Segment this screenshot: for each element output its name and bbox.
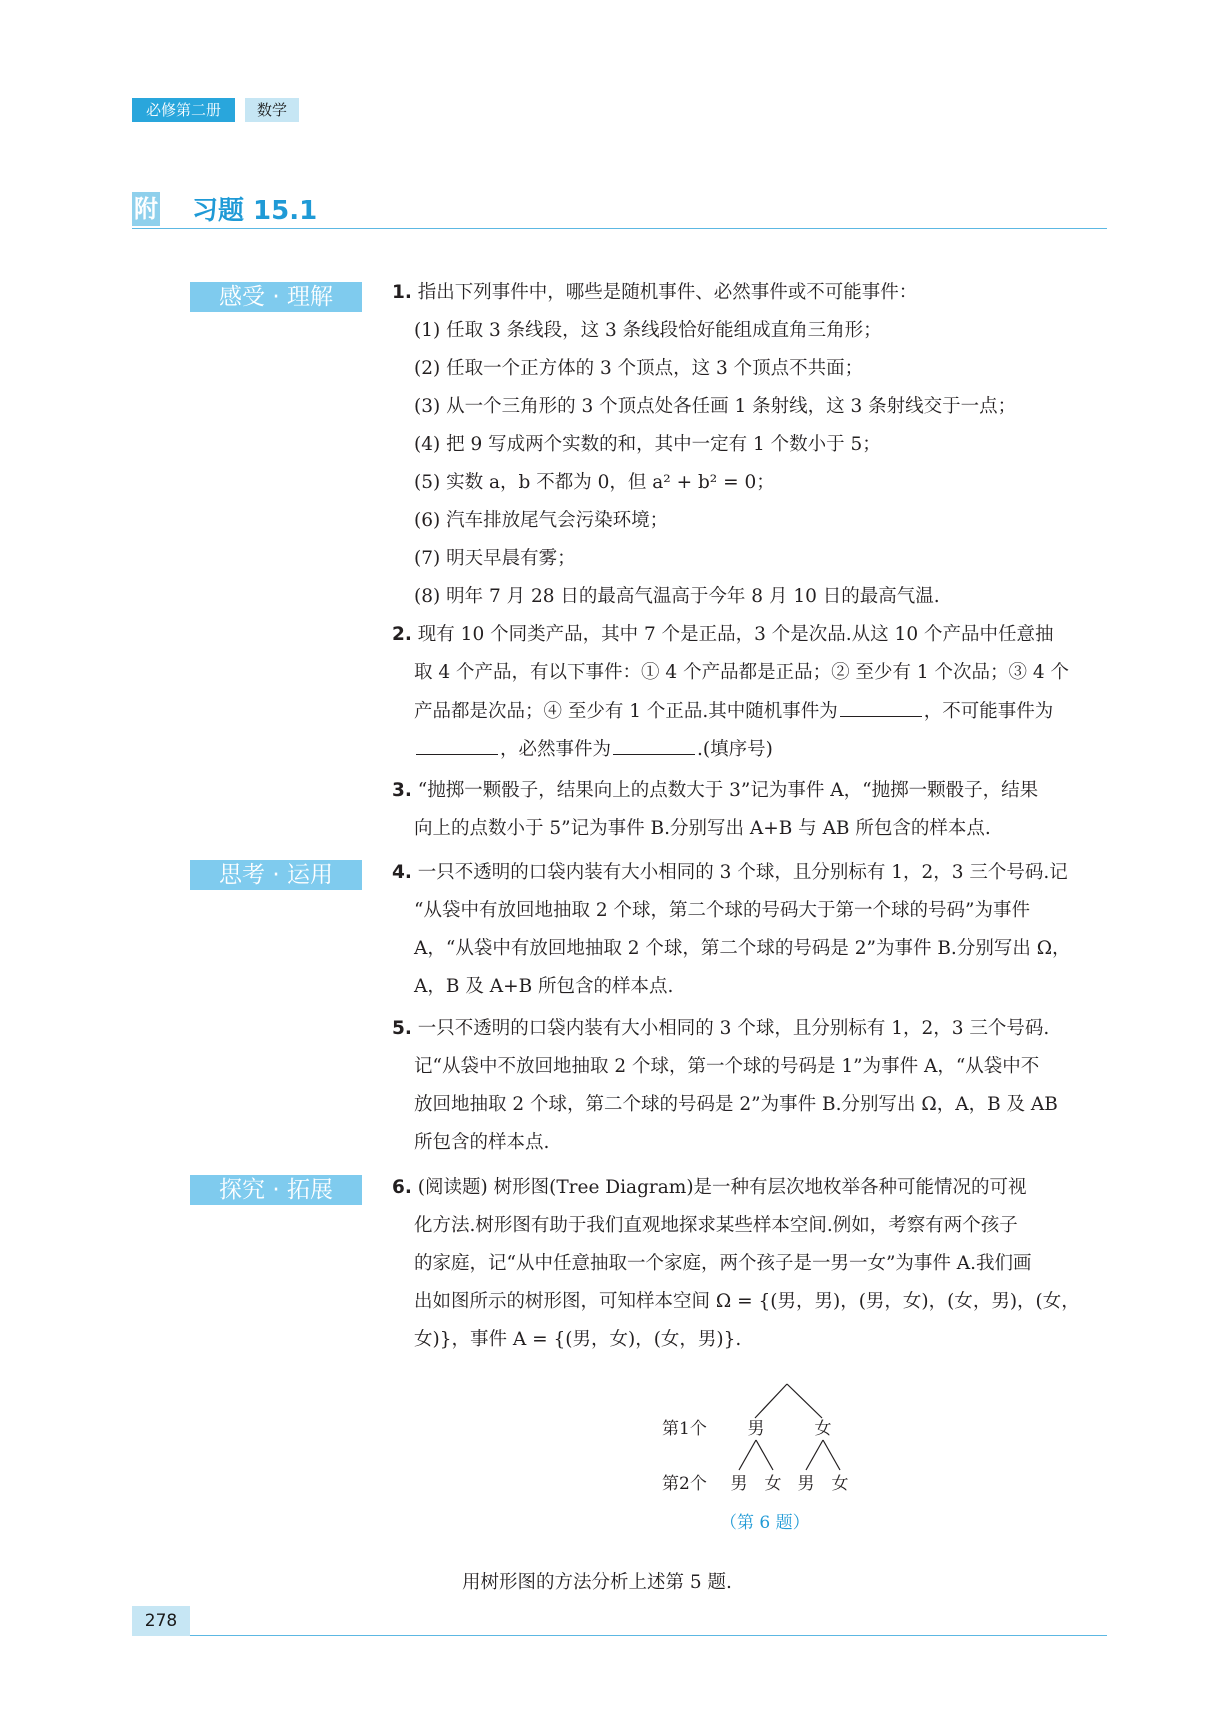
problem-1-item: (3) 从一个三角形的 3 个顶点处各任画 1 条射线，这 3 条射线交于一点； xyxy=(414,396,1017,417)
category-label-feel: 感受 · 理解 xyxy=(190,282,362,312)
tree-node: 女 xyxy=(831,1474,849,1494)
problem-5-line: 放回地抽取 2 个球，第二个球的号码是 2”为事件 B.分别写出 Ω，A，B 及 AB xyxy=(414,1094,1058,1115)
problem-number: 2. xyxy=(392,624,412,645)
problem-4-line: A，B 及 A+B 所包含的样本点. xyxy=(414,976,674,997)
problem-1-item: (8) 明年 7 月 28 日的最高气温高于今年 8 月 10 日的最高气温. xyxy=(414,586,940,607)
tree-branch xyxy=(739,1440,756,1470)
problem-text: 产品都是次品；④ 至少有 1 个正品.其中随机事件为 xyxy=(414,701,838,722)
problem-number: 5. xyxy=(392,1018,412,1039)
problem-4-line xyxy=(392,860,1068,886)
problem-6-line: 出如图所示的树形图，可知样本空间 Ω = {(男，男)，(男，女)，(女，男)，(女， xyxy=(414,1291,1080,1312)
tree-node: 男 xyxy=(747,1419,765,1439)
problem-1-item: (5) 实数 a，b 不都为 0，但 a² + b² = 0； xyxy=(414,472,775,493)
tree-branch xyxy=(806,1440,823,1470)
tree-node: 女 xyxy=(814,1419,832,1439)
problem-text: (阅读题) 树形图(Tree Diagram)是一种有层次地枚举各种可能情况的可视 xyxy=(417,1177,1027,1198)
problem-text: ，不可能事件为 xyxy=(923,701,1054,722)
exercise-note: 用树形图的方法分析上述第 5 题. xyxy=(462,1572,732,1593)
problem-4-line: “从袋中有放回地抽取 2 个球，第二个球的号码大于第一个球的号码”为事件 xyxy=(414,900,1030,921)
problem-text: 一只不透明的口袋内装有大小相同的 3 个球，且分别标有 1，2，3 三个号码.记 xyxy=(417,862,1068,883)
problem-1-item: (1) 任取 3 条线段，这 3 条线段恰好能组成直角三角形； xyxy=(414,320,882,341)
problem-text: ，必然事件为 xyxy=(500,739,612,760)
tree-row-label: 第2个 xyxy=(662,1474,707,1494)
problem-6-line: 的家庭，记“从中任意抽取一个家庭，两个孩子是一男一女”为事件 A.我们画 xyxy=(414,1253,1032,1274)
problem-text: 指出下列事件中，哪些是随机事件、必然事件或不可能事件： xyxy=(417,282,918,303)
page-number: 278 xyxy=(132,1606,190,1636)
problem-5-line: 所包含的样本点. xyxy=(414,1132,550,1153)
problem-1-item: (7) 明天早晨有雾； xyxy=(414,548,576,569)
problem-1-stem xyxy=(392,280,917,306)
problem-6-line: 女)}，事件 A = {(男，女)，(女，男)}. xyxy=(414,1329,742,1350)
section-marker: 附 xyxy=(132,192,160,226)
problem-1-item: (2) 任取一个正方体的 3 个顶点，这 3 个顶点不共面； xyxy=(414,358,864,379)
figure-caption: （第 6 题） xyxy=(720,1513,810,1533)
problem-number: 4. xyxy=(392,862,412,883)
problem-number: 6. xyxy=(392,1177,412,1198)
problem-3-line: 向上的点数小于 5”记为事件 B.分别写出 A+B 与 AB 所包含的样本点. xyxy=(414,818,991,839)
problem-text: 现有 10 个同类产品，其中 7 个是正品，3 个是次品.从这 10 个产品中任意抽 xyxy=(417,624,1054,645)
answer-blank[interactable] xyxy=(613,736,695,755)
tree-node: 女 xyxy=(764,1474,782,1494)
header-subject-label: 数学 xyxy=(245,98,299,122)
tree-node: 男 xyxy=(797,1474,815,1494)
tree-branch xyxy=(823,1440,840,1470)
answer-blank[interactable] xyxy=(840,698,922,717)
answer-blank[interactable] xyxy=(416,736,498,755)
tree-branch xyxy=(787,1384,822,1418)
tree-diagram xyxy=(660,1378,890,1503)
tree-branch xyxy=(756,1440,773,1470)
tree-node: 男 xyxy=(730,1474,748,1494)
problem-2-line: 取 4 个产品，有以下事件：① 4 个产品都是正品；② 至少有 1 个次品；③ 4 个 xyxy=(414,662,1070,683)
problem-number: 1. xyxy=(392,282,412,303)
problem-2-line xyxy=(414,698,1053,725)
tree-row-label: 第1个 xyxy=(662,1419,707,1439)
section-divider xyxy=(132,228,1107,229)
footer-divider xyxy=(190,1635,1107,1636)
problem-6-line: 化方法.树形图有助于我们直观地探求某些样本空间.例如，考察有两个孩子 xyxy=(414,1215,1018,1236)
problem-5-line xyxy=(392,1016,1049,1042)
problem-4-line: A，“从袋中有放回地抽取 2 个球，第二个球的号码是 2”为事件 B.分别写出 Ω， xyxy=(414,938,1071,959)
tree-branch xyxy=(755,1384,787,1418)
problem-1-item: (4) 把 9 写成两个实数的和，其中一定有 1 个数小于 5； xyxy=(414,434,881,455)
problem-1-item: (6) 汽车排放尾气会污染环境； xyxy=(414,510,669,531)
problem-2-line xyxy=(392,622,1053,648)
problem-6-line xyxy=(392,1175,1027,1201)
section-title: 习题 15.1 xyxy=(192,196,318,226)
problem-3-line xyxy=(392,778,1038,804)
header-book-label: 必修第二册 xyxy=(132,98,235,122)
problem-2-line xyxy=(414,736,773,763)
category-label-think: 思考 · 运用 xyxy=(190,860,362,890)
problem-text: .(填序号) xyxy=(697,739,773,760)
category-label-explore: 探究 · 拓展 xyxy=(190,1175,362,1205)
problem-5-line: 记“从袋中不放回地抽取 2 个球，第一个球的号码是 1”为事件 A，“从袋中不 xyxy=(414,1056,1040,1077)
problem-number: 3. xyxy=(392,780,412,801)
problem-text: “抛掷一颗骰子，结果向上的点数大于 3”记为事件 A，“抛掷一颗骰子，结果 xyxy=(417,780,1039,801)
problem-text: 一只不透明的口袋内装有大小相同的 3 个球，且分别标有 1，2，3 三个号码. xyxy=(417,1018,1050,1039)
